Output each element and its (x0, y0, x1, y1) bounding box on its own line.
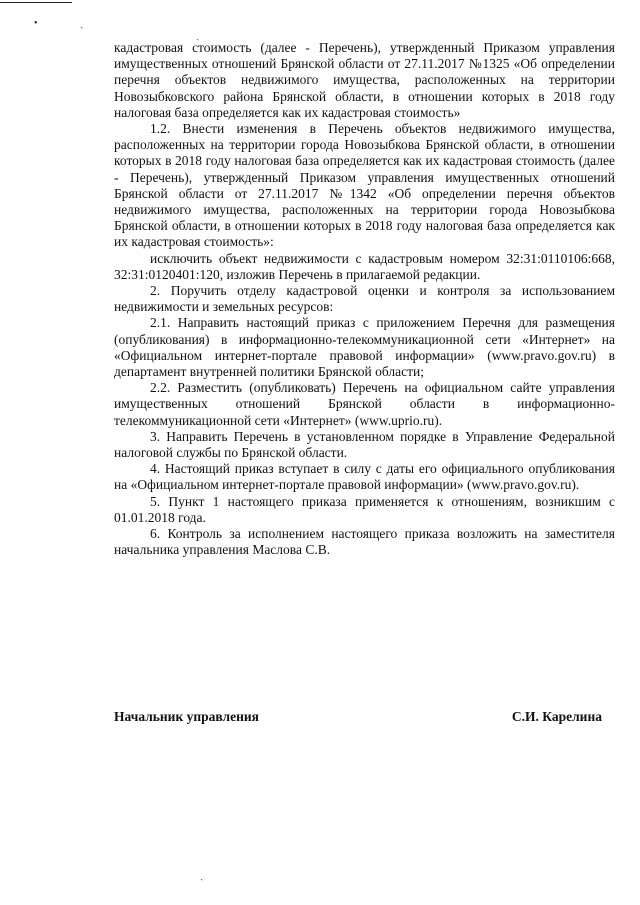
paragraph-exclude: исключить объект недвижимости с кадастровым номером 32:31:0110106:668, 32:31:0120401:120, изложив Перечень в прилагаемой редакции. (114, 250, 615, 282)
paragraph-continuation: кадастровая стоимость (далее - Перечень), утвержденный Приказом управления имущественных отношений Брянской области от 27.11.2017 №1325 «Об определении перечня объектов недвижимого имущества, расположенных на территории Новозыбковского района Брянской области, в отношении которых в 2018 году налоговая база определяется как их кадастровая стоимость» (114, 40, 615, 120)
scan-artifact-tick: ˎ (196, 30, 200, 41)
scan-artifact-dots: • ˎ (34, 18, 104, 29)
paragraph-item-1-2: 1.2. Внести изменения в Перечень объектов недвижимого имущества, расположенных на территории города Новозыбкова Брянской области, в отношении которых в 2018 году налоговая база определяется как их кадастровая стоимость (далее - Перечень), утвержденный Приказом управления имущественных отношений Брянской области от 27.11.2017 №1342 «Об определении перечня объектов недвижимого имущества, расположенных на территории города Новозыбкова Брянской области, в отношении которых в 2018 году налоговая база определяется как их кадастровая стоимость»: (114, 121, 615, 250)
paragraph-item-5: 5. Пункт 1 настоящего приказа применяется к отношениям, возникшим с 01.01.2018 года. (114, 493, 615, 525)
paragraph-item-2-1: 2.1. Направить настоящий приказ с приложением Перечня для размещения (опубликования) в информационно-телекоммуникационной сети «Интернет» на «Официальном интернет-портале правовой информации» (www.pravo.gov.ru) в департамент внутренней политики Брянской области; (114, 315, 615, 380)
signer-position: Начальник управления (114, 709, 259, 724)
scan-artifact-line (0, 2, 72, 3)
scan-artifact-tick: ˎ (200, 870, 204, 881)
signature-block (114, 709, 602, 725)
paragraph-item-4: 4. Настоящий приказ вступает в силу с даты его официального опубликования на «Официальном интернет-портале правовой информации» (www.pravo.gov.ru). (114, 461, 615, 493)
paragraph-item-3: 3. Направить Перечень в установленном порядке в Управление Федеральной налоговой службы по Брянской области. (114, 428, 615, 461)
document-body (114, 40, 615, 559)
paragraph-item-2: 2. Поручить отделу кадастровой оценки и контроля за использованием недвижимости и земельных ресурсов: (114, 283, 615, 315)
paragraph-item-2-2: 2.2. Разместить (опубликовать) Перечень на официальном сайте управления имущественных отношений Брянской области в информационно-телекоммуникационной сети «Интернет» (www.uprio.ru). (114, 380, 615, 428)
signer-name: С.И. Карелина (511, 709, 602, 724)
paragraph-item-6: 6. Контроль за исполнением настоящего приказа возложить на заместителя начальника управления Маслова С.В. (114, 526, 615, 558)
